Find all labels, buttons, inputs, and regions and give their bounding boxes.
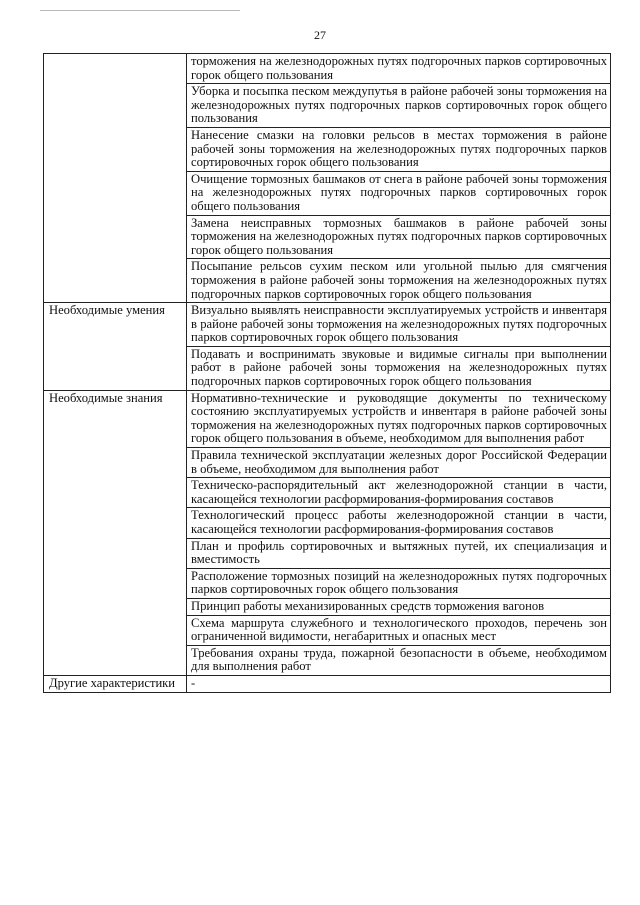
table-cell-text: Нормативно-технические и руководящие документы по техническому состоянию эксплуатируемых устройств и инвентаря в районе рабочей зоны торможения на железнодорожных путях подгорочных парков сортировочных горок общего пользования в объеме, необходимом для выполнения работ — [187, 390, 611, 447]
table-cell-text: торможения на железнодорожных путях подгорочных парков сортировочных горок общего пользования — [187, 54, 611, 84]
qualification-table — [43, 53, 611, 693]
table-cell-text: Посыпание рельсов сухим песком или угольной пылью для смягчения торможения в районе рабочей зоны торможения на железнодорожных путях подгорочных парков сортировочных горок общего пользования — [187, 259, 611, 303]
table-cell-text: Визуально выявлять неисправности эксплуатируемых устройств и инвентаря в районе рабочей зоны торможения на железнодорожных путях подгорочных парков сортировочных горок общего пользования — [187, 303, 611, 347]
table-cell-text: План и профиль сортировочных и вытяжных путей, их специализация и вместимость — [187, 538, 611, 568]
table-cell-text: Очищение тормозных башмаков от снега в районе рабочей зоны торможения на железнодорожных путях подгорочных парков сортировочных горок общего пользования — [187, 171, 611, 215]
row-label-other: Другие характеристики — [44, 675, 187, 692]
table-row — [44, 390, 611, 447]
table-row — [44, 675, 611, 692]
table-cell-text: Расположение тормозных позиций на железнодорожных путях подгорочных парков сортировочных горок общего пользования — [187, 568, 611, 598]
row-label-cell — [44, 54, 187, 303]
table-row — [44, 54, 611, 84]
row-label-skills: Необходимые умения — [44, 303, 187, 391]
table-row — [44, 303, 611, 347]
row-label-knowledge: Необходимые знания — [44, 390, 187, 675]
table-cell-text: Правила технической эксплуатации железных дорог Российской Федерации в объеме, необходимом для выполнения работ — [187, 448, 611, 478]
table-cell-text: Принцип работы механизированных средств торможения вагонов — [187, 598, 611, 615]
table-cell-text: Замена неисправных тормозных башмаков в районе рабочей зоны торможения на железнодорожных путях подгорочных парков сортировочных горок общего пользования — [187, 215, 611, 259]
table-cell-text: Нанесение смазки на головки рельсов в местах торможения в районе рабочей зоны торможения на железнодорожных путях подгорочных парков сортировочных горок общего пользования — [187, 127, 611, 171]
table-cell-text: Подавать и воспринимать звуковые и видимые сигналы при выполнении работ в районе рабочей зоны торможения на железнодорожных путях подгорочных парков сортировочных горок общего пользования — [187, 346, 611, 390]
table-cell-text: Требования охраны труда, пожарной безопасности в объеме, необходимом для выполнения работ — [187, 645, 611, 675]
table-cell-text: Технологический процесс работы железнодорожной станции в части, касающейся технологии расформирования-формирования составов — [187, 508, 611, 538]
table-cell-text: Техническо-распорядительный акт железнодорожной станции в части, касающейся технологии расформирования-формирования составов — [187, 478, 611, 508]
page-number: 27 — [314, 28, 326, 42]
table-cell-text: Уборка и посыпка песком междупутья в районе рабочей зоны торможения на железнодорожных путях подгорочных парков сортировочных горок общего пользования — [187, 84, 611, 128]
scan-edge-line — [40, 10, 240, 11]
table-cell-text: Схема маршрута служебного и технологического проходов, перечень зон ограниченной видимости, негабаритных и опасных мест — [187, 615, 611, 645]
table-cell-text: - — [187, 675, 611, 692]
